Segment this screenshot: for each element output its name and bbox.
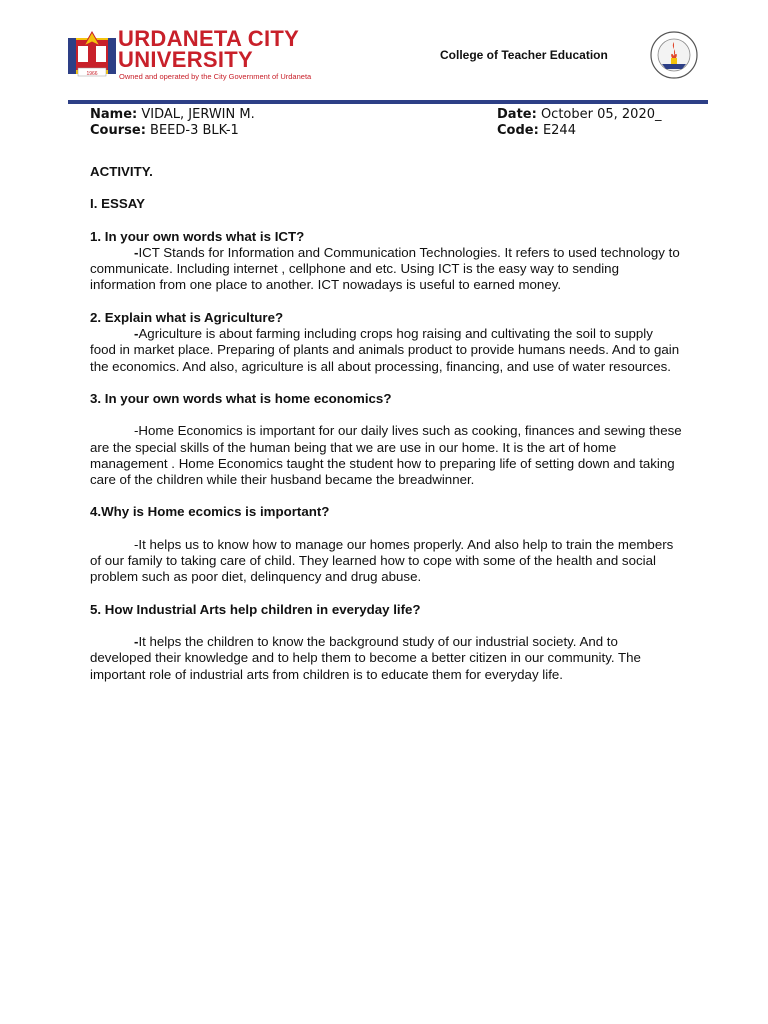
answer-3: -Home Economics is important for our daily lives such as cooking, finances and sewing these are the special skills of the human being that we are use in our home. It is the art of home management . Home Economics taught the student how to preparing life of setting down and taking care of the children while their husband became the breadwinner. — [90, 423, 682, 488]
answer-1-dash: - — [134, 244, 139, 260]
university-name-line2: UNIVERSITY — [118, 47, 254, 72]
answer-1 — [90, 245, 682, 294]
answer-5-dash: - — [134, 633, 139, 649]
college-seal-icon — [646, 30, 702, 80]
activity-heading: ACTIVITY. — [90, 164, 153, 179]
section-heading: I. ESSAY — [90, 196, 145, 212]
code-value: E244 — [542, 123, 576, 138]
answer-2 — [90, 326, 682, 375]
course-label: Course: — [90, 123, 146, 138]
code-label: Code: — [497, 123, 539, 138]
university-name — [118, 28, 299, 70]
question-2: 2. Explain what is Agriculture? — [90, 309, 284, 325]
logo-year: 1966 — [86, 71, 98, 77]
answer-5-text: It helps the children to know the background study of our industrial society. And to developed their knowledge and to help them to become a better citizen in our community. The important role of industrial arts from children is to educate them for everyday life. — [90, 633, 641, 682]
question-3: 3. In your own words what is home economics? — [90, 390, 392, 406]
date-line — [497, 107, 662, 123]
header-divider — [68, 100, 708, 104]
university-logo — [64, 28, 120, 80]
code-line — [497, 123, 576, 139]
name-value: VIDAL, JERWIN M. — [141, 107, 255, 122]
name-line — [90, 107, 255, 123]
answer-4: -It helps us to know how to manage our homes properly. And also help to train the members of our family to taking care of child. They learned how to cope with some of the health and social problem such as poor diet, delinquency and drug abuse. — [90, 536, 674, 585]
date-label: Date: — [497, 107, 537, 122]
course-value: BEED-3 BLK-1 — [150, 123, 239, 138]
university-tagline: Owned and operated by the City Government of Urdaneta — [119, 72, 312, 81]
answer-2-dash: - — [134, 326, 139, 342]
essay-body — [90, 164, 682, 683]
answer-1-text: ICT Stands for Information and Communication Technologies. It refers to used technology to communicate. Including internet , cellphone and etc. Using ICT is the easy way to sending information from one place to another. ICT nowadays is useful to earned money. — [90, 244, 680, 293]
university-name-line1: URDANETA CITY — [118, 26, 300, 51]
answer-5 — [90, 634, 682, 683]
course-line — [90, 123, 239, 139]
college-name: College of Teacher Education — [440, 48, 608, 62]
date-value: October 05, 2020_ — [540, 107, 662, 122]
name-label: Name: — [90, 107, 138, 122]
question-4: 4.Why is Home ecomics is important? — [90, 504, 330, 520]
answer-2-text: Agriculture is about farming including crops hog raising and cultivating the soil to supply food in market place. Preparing of plants and animals product to provide humans needs. And to gain the economics. And also, agriculture is all about processing, financing, and use of water resources. — [90, 326, 680, 374]
question-5: 5. How Industrial Arts help children in everyday life? — [90, 601, 421, 617]
question-1: 1. In your own words what is ICT? — [90, 228, 305, 244]
